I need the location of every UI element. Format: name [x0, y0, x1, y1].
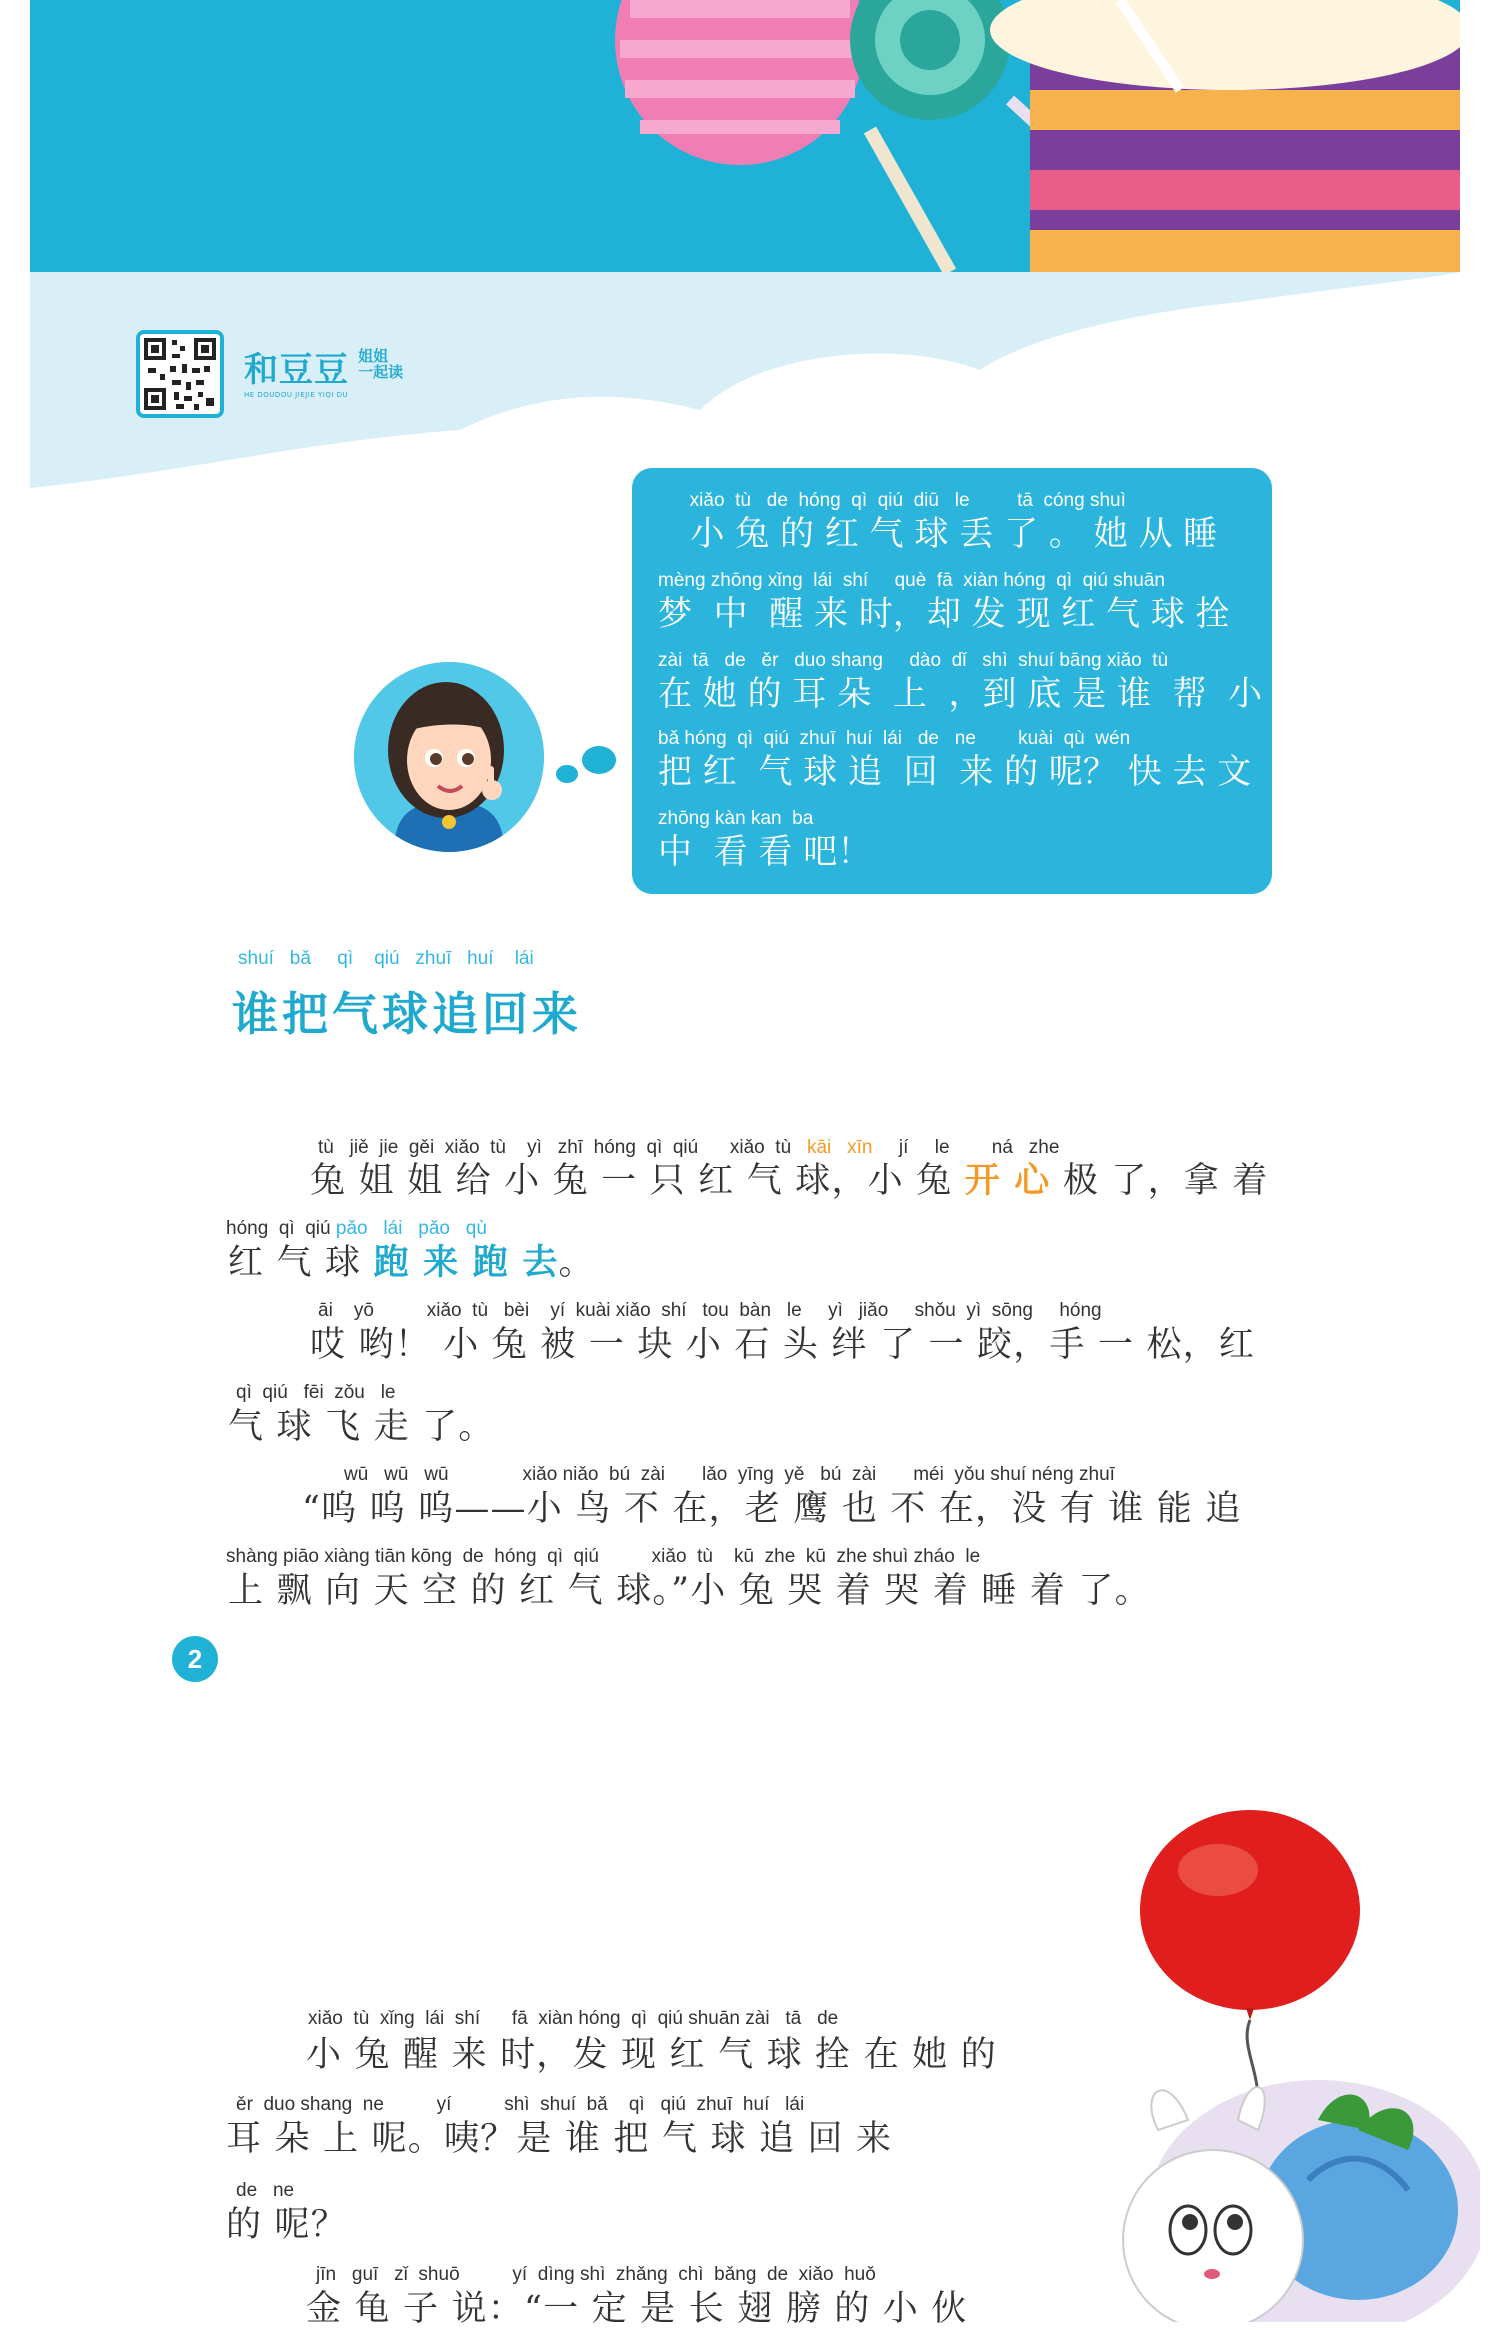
page-number: 2	[172, 1636, 218, 1682]
intro-line-2-pinyin: mèng zhōng xǐng lái shí què fā xiàn hóng qì qiú shuān	[658, 570, 1165, 591]
body-line-3-pinyin: āi yō xiǎo tù bèi yí kuài xiǎo shí tou bàn le yì jiǎo shǒu yì sōng hóng	[318, 1300, 1102, 1321]
body-line-6-text: 上 飘 向 天 空 的 红 气 球。”小 兔 哭 着 哭 着 睡 着 了。	[228, 1571, 1151, 1611]
highlight-happy: 开 心	[964, 1160, 1051, 1201]
body-line-4-text: 气 球 飞 走 了。	[228, 1407, 495, 1447]
intro-line-3-pinyin: zài tā de ěr duo shang dào dǐ shì shuí bāng xiǎo tù	[658, 650, 1169, 671]
body-line-3-text: 哎 哟！ 小 兔 被 一 块 小 石 头 绊 了 一 跤，手 一 松，红	[310, 1325, 1256, 1365]
brand-logo	[244, 342, 444, 412]
page2-line-1-text: 小 兔 醒 来 时，发 现 红 气 球 拴 在 她 的	[306, 2035, 997, 2075]
logo-main-text: 和豆豆	[244, 350, 349, 390]
story-title: 谁把气球追回来	[232, 987, 582, 1041]
intro-line-1-text: 小 兔 的 红 气 球 丢 了 。 她 从 睡	[658, 514, 1218, 554]
intro-line-5-text: 中 看 看 吧！	[658, 832, 872, 872]
page2-line-3-pinyin: de ne	[236, 2180, 295, 2201]
speech-bubble-dot-small	[556, 765, 578, 783]
intro-line-1-pinyin: xiǎo tù de hóng qì qiú diū le tā cóng shuì	[658, 490, 1126, 511]
bunny-balloon-illustration	[1018, 1790, 1480, 2322]
body-line-2-pinyin: hóng qì qiú pǎo lái pǎo qù	[226, 1218, 487, 1239]
cloud-decoration	[0, 230, 1500, 500]
narrator-avatar	[354, 662, 544, 852]
intro-line-4-pinyin: bǎ hóng qì qiú zhuī huí lái de ne kuài qù wén	[658, 728, 1131, 749]
logo-side-text-2: 一起读	[358, 363, 404, 381]
page2-line-4-text: 金 龟 子 说：“一 定 是 长 翅 膀 的 小 伙	[306, 2289, 968, 2329]
logo-side-text-1: 姐姐	[358, 347, 389, 365]
page2-line-4-pinyin: jīn guī zǐ shuō yí dìng shì zhǎng chì bǎng de xiǎo huǒ	[316, 2264, 876, 2285]
body-line-1-text: 兔 姐 姐 给 小 兔 一 只 红 气 球，小 兔 开 心 极 了，拿 着	[310, 1160, 1269, 1201]
body-line-2-text: 红 气 球 跑 来 跑 去。	[228, 1242, 595, 1283]
intro-line-3-text: 在 她 的 耳 朵 上 ，到 底 是 谁 帮 小 兔	[658, 674, 1307, 714]
body-line-5-text: “呜 呜 呜——小 鸟 不 在，老 鹰 也 不 在，没 有 谁 能 追	[302, 1489, 1242, 1529]
page2-line-2-pinyin: ěr duo shang ne yí shì shuí bǎ qì qiú zhuī huí lái	[236, 2094, 805, 2115]
page2-line-2-text: 耳 朵 上 呢。咦？是 谁 把 气 球 追 回 来	[226, 2119, 893, 2159]
intro-line-4-text: 把 红 气 球 追 回 来 的 呢？ 快 去 文	[658, 752, 1252, 792]
highlight-run-around: 跑 来 跑 去	[373, 1242, 559, 1283]
intro-line-2-text: 梦 中 醒 来 时，却 发 现 红 气 球 拴	[658, 594, 1230, 634]
body-line-1-pinyin: tù jiě jie gěi xiǎo tù yì zhī hóng qì qiú xiǎo tù kāi xīn jí le ná zhe	[318, 1137, 1060, 1158]
intro-speech-box	[632, 468, 1307, 894]
page2-line-3-text: 的 呢？	[226, 2205, 347, 2245]
qr-code[interactable]	[136, 330, 224, 418]
intro-line-5-pinyin: zhōng kàn kan ba	[658, 808, 814, 829]
logo-subtitle: HE DOUDOU JIEJIE YIQI DU	[244, 391, 349, 399]
speech-bubble-dot-large	[582, 746, 616, 774]
body-line-6-pinyin: shàng piāo xiàng tiān kōng de hóng qì qiú xiǎo tù kū zhe kū zhe shuì zháo le	[226, 1546, 981, 1567]
body-line-4-pinyin: qì qiú fēi zǒu le	[236, 1382, 396, 1403]
body-line-5-pinyin: wū wū wū xiǎo niǎo bú zài lǎo yīng yě bú zài méi yǒu shuí néng zhuī	[344, 1464, 1115, 1485]
page2-line-1-pinyin: xiǎo tù xǐng lái shí fā xiàn hóng qì qiú shuān zài tā de	[308, 2008, 839, 2029]
story-title-pinyin: shuí bǎ qì qiú zhuī huí lái	[238, 948, 534, 969]
